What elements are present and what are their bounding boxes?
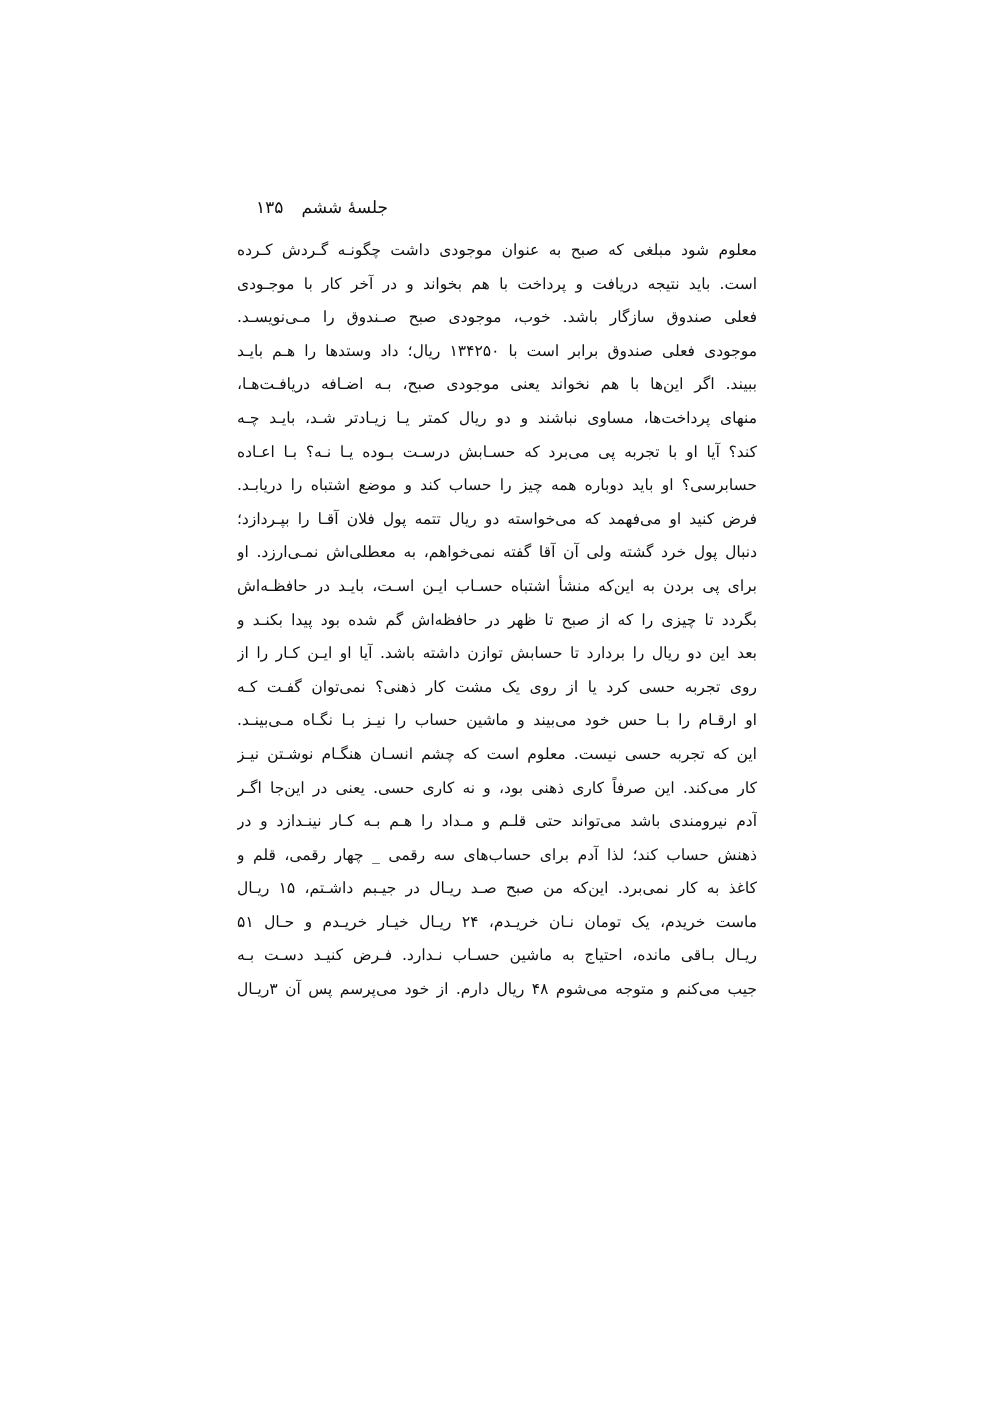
- body-text: [237, 234, 757, 1007]
- text-line: بعد این دو ریال را بردارد تا حسابش توازن داشته باشد. آیا او ایـن کـار را از: [237, 644, 757, 663]
- text-line: فعلی صندوق سازگار باشد. خوب، موجودی صبح صـندوق را مـی‌نویسـد.: [237, 308, 757, 327]
- text-line: او ارقـام را بـا حس خود می‌بیند و ماشین حساب را نیـز بـا نگـاه مـی‌بینـد.: [237, 711, 757, 730]
- text-line: بگردد تا چیزی را که از صبح تا ظهر در حافظه‌اش گم شده بود پیدا بکنـد و: [237, 610, 757, 629]
- text-line: ریـال بـاقی مانده، احتیاج به ماشین حسـاب نـدارد. فـرض کنیـد دسـت بـه: [237, 946, 757, 965]
- text-line: معلوم شود مبلغی که صبح به عنوان موجودی داشت چگونـه گـردش کـرده: [237, 241, 757, 259]
- text-line: ذهنش حساب کند؛ لذا آدم برای حساب‌های سه رقمی _ چهار رقمی، قلم و: [237, 845, 757, 864]
- text-line: است. باید نتیجه دریافت و پرداخت با هم بخواند و در آخر کار با موجـودی: [237, 274, 757, 293]
- text-line: ماست خریدم، یک تومان نـان خریـدم، ۲۴ ریـال خیـار خریـدم و حـال ۵۱: [237, 912, 757, 931]
- text-line: روی تجربه حسی کرد یا از روی یک مشت کار ذهنی؟ نمی‌توان گفـت کـه: [237, 677, 757, 696]
- text-line: کاغذ به کار نمی‌برد. این‌که من صبح صـد ریـال در جیـبم داشـتم، ۱۵ ریـال: [237, 879, 757, 898]
- text-line: موجودی فعلی صندوق برابر است با ۱۳۴۲۵۰ ریال؛ داد وستدها را هـم بایـد: [237, 341, 757, 360]
- text-line: کار می‌کند. این صرفاً کاری ذهنی بود، و نه کاری حسی. یعنی در این‌جا اگـر: [237, 778, 757, 797]
- text-line: فرض کنید او می‌فهمد که می‌خواسته دو ریال تتمه پول فلان آقـا را بپـردازد؛: [237, 509, 757, 528]
- running-header: [248, 193, 388, 223]
- chapter-title: جلسهٔ ششم: [301, 198, 388, 218]
- text-line: برای پی بردن به این‌که منشأ اشتباه حسـاب ایـن اسـت، بایـد در حافظـه‌اش: [237, 576, 757, 595]
- text-line: کند؟ آیا او با تجربه پی می‌برد که حسـابش درسـت بـوده یـا نـه؟ بـا اعـاده: [237, 442, 757, 461]
- text-line: حسابرسی؟ او باید دوباره همه چیز را حساب کند و موضع اشتباه را دریابـد.: [237, 476, 757, 495]
- text-line: این که تجربه حسی نیست. معلوم است که چشم انسـان هنگـام نوشـتن نیـز: [237, 744, 757, 763]
- text-line: منهای پرداخت‌ها، مساوی نباشند و دو ریال کمتر یـا زیـادتر شـد، بایـد چـه: [237, 408, 757, 427]
- text-line: آدم نیرومندی باشد می‌تواند حتی قلـم و مـداد را هـم بـه کـار نینـدازد و در: [237, 812, 757, 831]
- page-number: ۱۳۵: [256, 198, 284, 218]
- text-line: دنبال پول خرد گشته ولی آن آقا گفته نمی‌خواهم، به معطلی‌اش نمـی‌ارزد. او: [237, 543, 757, 562]
- text-line: ببیند. اگر این‌ها با هم نخواند یعنی موجودی صبح، بـه اضـافه دریافـت‌هـا،: [237, 375, 757, 394]
- text-line: جیب می‌کنم و متوجه می‌شوم ۴۸ ریال دارم. از خود می‌پرسم پس آن ۳ریـال: [237, 980, 757, 999]
